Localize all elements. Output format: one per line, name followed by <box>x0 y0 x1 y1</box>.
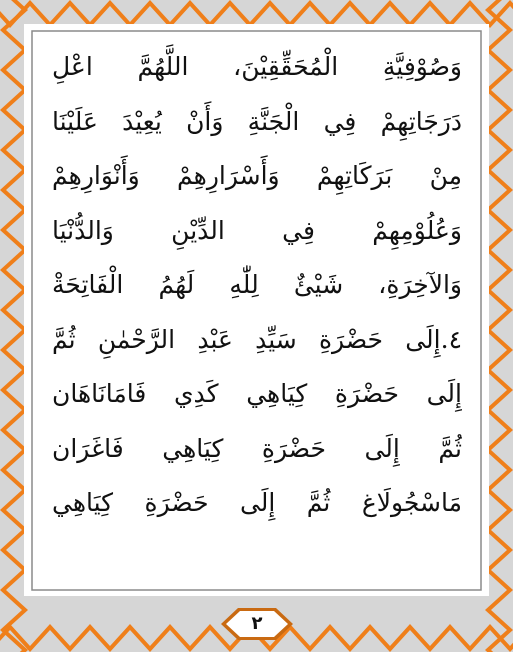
text-line-9: مَاسْجُولَاغ ثُمَّ إِلَى حَضْرَةِ كِيَاهِي <box>52 488 462 517</box>
text-line-5: وَالآخِرَةِ، شَيْئٌ لِلّٰهِ لَهُمُ الْفَاتِحَةْ <box>52 270 462 299</box>
text-line-6: ٤.إِلَى حَضْرَةِ سَيِّدِ عَبْدِ الرَّحْمٰنِ ثُمَّ <box>52 324 462 354</box>
text-line-8: ثُمَّ إِلَى حَضْرَةِ كِيَاهِي فَاغَرَان <box>52 433 462 463</box>
text-line-7: إِلَى حَضْرَةِ كِيَاهِي كَدِي فَامَانَاهَان <box>52 379 462 408</box>
arabic-prayer-text <box>52 40 462 585</box>
text-line-3: مِنْ بَرَكَاتِهِمْ وَأَسْرَارِهِمْ وَأَنْوَارِهِمْ <box>52 161 462 190</box>
text-line-4: وَعُلُوْمِهِمْ فِي الدِّيْنِ وَالدُّنْيَا <box>52 215 462 245</box>
text-line-1: وَصُوْفِيَّةِ الْمُحَقِّقِيْنَ، اللَّهُمَّ اعْلِ <box>52 52 462 81</box>
text-line-2: دَرَجَاتِهِمْ فِي الْجَنَّةِ وَأَنْ يُعِيْدَ عَلَيْنَا <box>52 106 462 136</box>
page-number: ٢ <box>251 613 263 634</box>
